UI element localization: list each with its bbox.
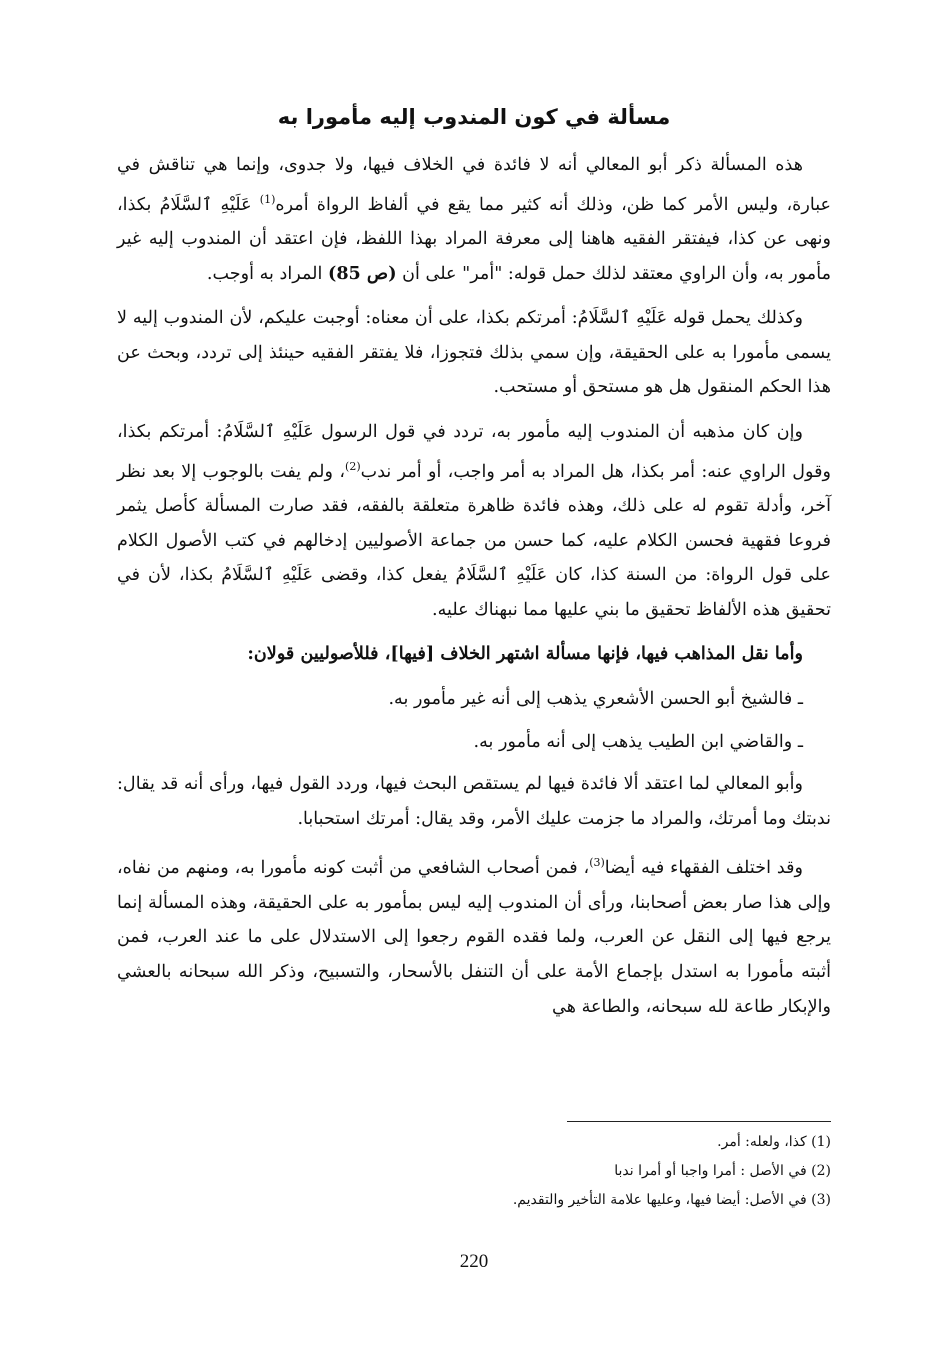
footnote-1: (1) كذا، ولعله: أمر. (717, 1134, 831, 1150)
footnote-divider (567, 1121, 831, 1122)
paragraph-2: وكذلك يحمل قوله عَلَيْهِ ٱلسَّلَامُ: أمرتكم بكذا، على أن معناه: أوجبت عليكم، لأن المندوب إليه لا يسمى مأمورا به على الحقيقة، وإن سمي بذلك فتجوزا، فلا يفتقر الفقيه حينئذ إلى تردد، وبحث عن هذا الحكم المنقول هل هو مستحق أو مستحب. (117, 308, 831, 398)
paragraph-3-part-a: وإن كان مذهبه أن المندوب إليه مأمور به، تردد في قول الرسول عَلَيْهِ ٱلسَّلَامُ: أمرتكم بكذا، وقول الراوي عنه: أمر بكذا، هل المراد به أمر واجب، أو أمر ندب (117, 422, 832, 482)
footnote-ref-3: (3) (589, 856, 605, 870)
paragraph-1-part-a: هذه المسألة ذكر أبو المعالي أنه لا فائدة في الخلاف فيها، ولا جدوى، وإنما هي تناقش في عبارة، وليس الأمر كما ظن، وذلك أنه كثير مما يقع في ألفاظ الرواة أمره (117, 155, 831, 215)
paragraph-5: وأبو المعالي لما اعتقد ألا فائدة فيها لم يستقص البحث فيها، وردد القول فيها، ورأى أنه قد يقال: ندبتك وما أمرتك، والمراد ما جزمت عليك الأمر، وقد يقال: أمرتك استحبابا. (117, 774, 831, 829)
paragraph-3-part-b: ، ولم يفت بالوجوب إلا بعد نظر آخر، وأدلة تقوم له على ذلك، وهذه فائدة ظاهرة متعلقة بالفقه، فقد صارت المسألة كأصل يثمر فروعا فقهية فحسن الكلام عليه، كما حسن من جماعة الأصوليين إدخالهم في كتب الأصول الكلام على قول الرواة: من السنة كذا، كان عَلَيْهِ ٱلسَّلَامُ يفعل كذا، وقضى عَلَيْهِ ٱلسَّلَامُ بكذا، لأن في تحقيق هذه الألفاظ تحقيق ما بني عليها مما نبهناك عليه. (117, 461, 831, 620)
page-reference: (ص 85) (327, 262, 397, 284)
paragraph-6-part-b: ، فمن أصحاب الشافعي من أثبت كونه مأمورا به، ومنهم من نفاه، وإلى هذا صار بعض أصحابنا، ورأى أن المندوب إليه ليس بمأمور به على الحقيقة، وهذه المسألة إنما يرجع فيها إلى النقل عن العرب، ولما فقده القوم رجعوا إلى الاستدلال على ما عند العرب، فمن أثبته مأمورا به استدل بإجماع الأمة على أن التنفل بالأسحار، والتسبيح، وذكر الله سبحانه بالعشي والإبكار طاعة لله سبحانه، والطاعة هي (117, 858, 831, 1017)
footnote-ref-1: (1) (259, 192, 276, 206)
paragraph-1-part-b: عَلَيْهِ ٱلسَّلَامُ بكذا، ونهى عن كذا، فيفتقر الفقيه هاهنا إلى معرفة المراد بهذا اللفظ، فإن اعتقد أن المندوب إليه غير مأمور به، وأن الراوي معتقد لذلك حمل قوله: "أمر" على أن (117, 194, 831, 284)
paragraph-6 (117, 846, 831, 1024)
bullet-item-2: ـ والقاضي ابن الطيب يذهب إلى أنه مأمور به. (473, 731, 803, 752)
footnote-3: (3) في الأصل: أيضا فيها، وعليها علامة التأخير والتقديم. (512, 1192, 831, 1208)
footnote-ref-2: (2) (345, 459, 361, 473)
footnote-2: (2) في الأصل : أمرا واجبا أو أمرا ندبا (614, 1163, 831, 1179)
paragraph-3 (117, 415, 831, 627)
paragraph-4: وأما نقل المذاهب فيها، فإنها مسألة اشتهر الخلاف [فيها]، فللأصوليين قولان: (247, 643, 803, 665)
paragraph-6-part-a: وقد اختلف الفقهاء فيه أيضا (604, 858, 804, 879)
paragraph-1-part-c: المراد به أوجب. (206, 263, 328, 284)
section-heading: مسألة في كون المندوب إليه مأمورا به (277, 105, 671, 129)
body-text (117, 148, 831, 1034)
footnotes (117, 1128, 831, 1215)
page-number: 220 (459, 1251, 489, 1272)
paragraph-1 (117, 148, 831, 291)
bullet-item-1: ـ فالشيخ أبو الحسن الأشعري يذهب إلى أنه غير مأمور به. (388, 689, 803, 710)
